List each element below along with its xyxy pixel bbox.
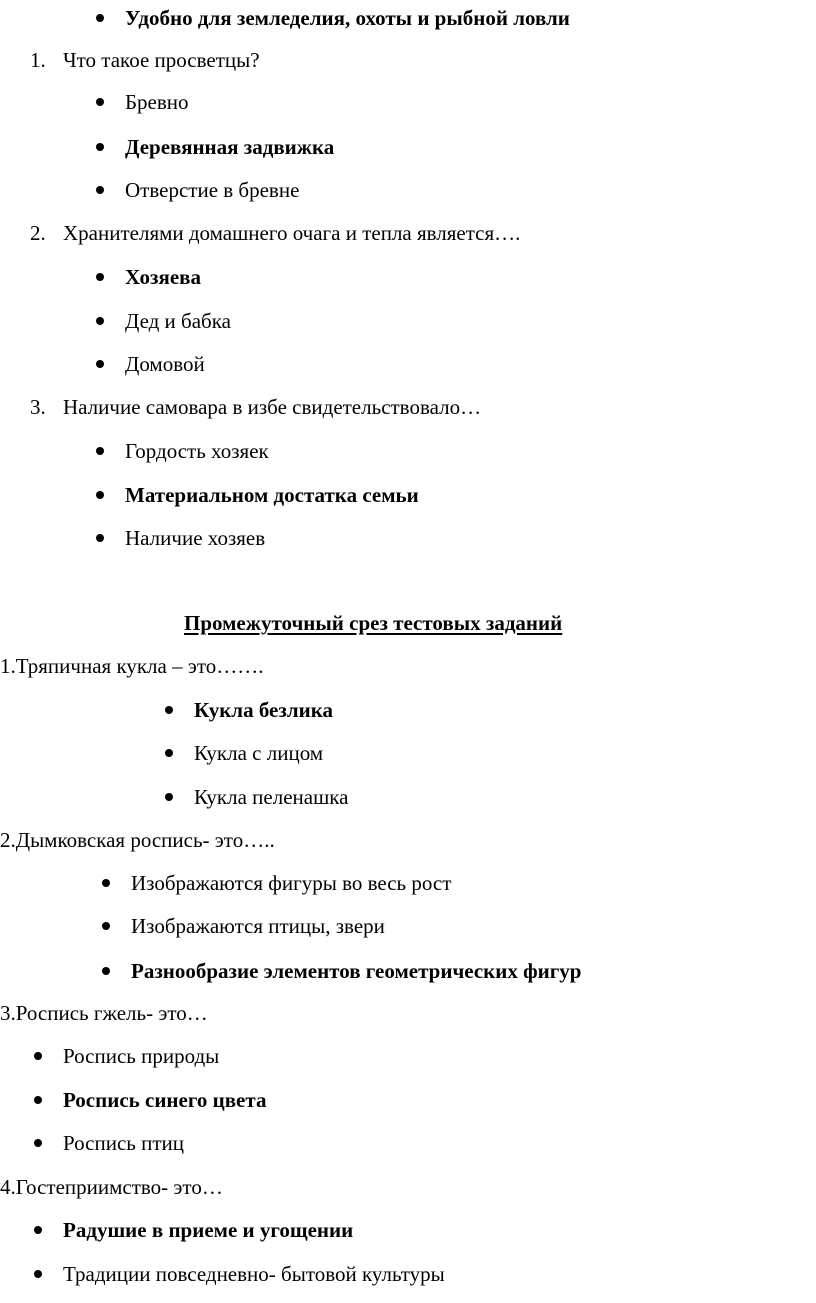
test2-question: 2.Дымковская роспись- это….. [0,828,275,852]
bullet-icon [96,143,104,151]
test1-option-2: Кукла с лицом [194,741,324,765]
bullet-icon [102,879,110,887]
bullet-icon [165,793,173,801]
q3-option-3: Наличие хозяев [125,526,266,550]
test3-option-2: Роспись синего цвета [63,1088,267,1112]
test1-option-1: Кукла безлика [194,698,333,722]
bullet-icon [96,360,104,368]
bullet-icon [34,1270,42,1278]
bullet-icon [34,1052,42,1060]
bullet-icon [34,1096,42,1104]
q2-number: 2. [30,221,46,245]
q1-text: Что такое просветцы? [63,48,260,72]
q1-number: 1. [30,48,46,72]
test3-option-1: Роспись природы [63,1044,220,1068]
q3-option-1: Гордость хозяек [125,439,269,463]
bullet-icon [96,534,104,542]
test2-option-2: Изображаются птицы, звери [131,914,385,938]
bullet-icon [102,922,110,930]
q2-option-3: Домовой [125,352,205,376]
bullet-icon [96,98,104,106]
bullet-icon [34,1226,42,1234]
bullet-icon [165,706,173,714]
bullet-icon [96,273,104,281]
q2-option-1: Хозяева [125,265,201,289]
q3-text: Наличие самовара в избе свидетельствовало… [63,395,482,419]
bullet-icon [96,447,104,455]
bullet-icon [96,186,104,194]
test1-option-3: Кукла пеленашка [194,785,349,809]
section-title: Промежуточный срез тестовых заданий [184,611,563,635]
q3-number: 3. [30,395,46,419]
bullet-icon [96,491,104,499]
q2-text: Хранителями домашнего очага и тепла является…. [63,221,521,245]
test4-option-1: Радушие в приеме и угощении [63,1218,354,1242]
bullet-icon [102,967,110,975]
q1-option-1: Бревно [125,90,189,114]
q2-option-2: Дед и бабка [125,309,231,333]
test2-option-1: Изображаются фигуры во весь рост [131,871,452,895]
q1-option-3: Отверстие в бревне [125,178,300,202]
q1-option-2: Деревянная задвижка [125,135,335,159]
test3-option-3: Роспись птиц [63,1131,185,1155]
bullet-icon [96,317,104,325]
test1-question: 1.Тряпичная кукла – это……. [0,654,264,678]
q3-option-2: Материальном достатка семьи [125,483,419,507]
test2-option-3: Разнообразие элементов геометрических фигур [131,959,582,983]
test4-question: 4.Гостеприимство- это… [0,1175,223,1199]
bullet-icon [96,14,104,22]
test3-question: 3.Роспись гжель- это… [0,1001,208,1025]
bullet-icon [165,749,173,757]
top-option: Удобно для земледелия, охоты и рыбной ловли [125,6,570,30]
bullet-icon [34,1139,42,1147]
test4-option-2: Традиции повседневно- бытовой культуры [63,1262,445,1286]
